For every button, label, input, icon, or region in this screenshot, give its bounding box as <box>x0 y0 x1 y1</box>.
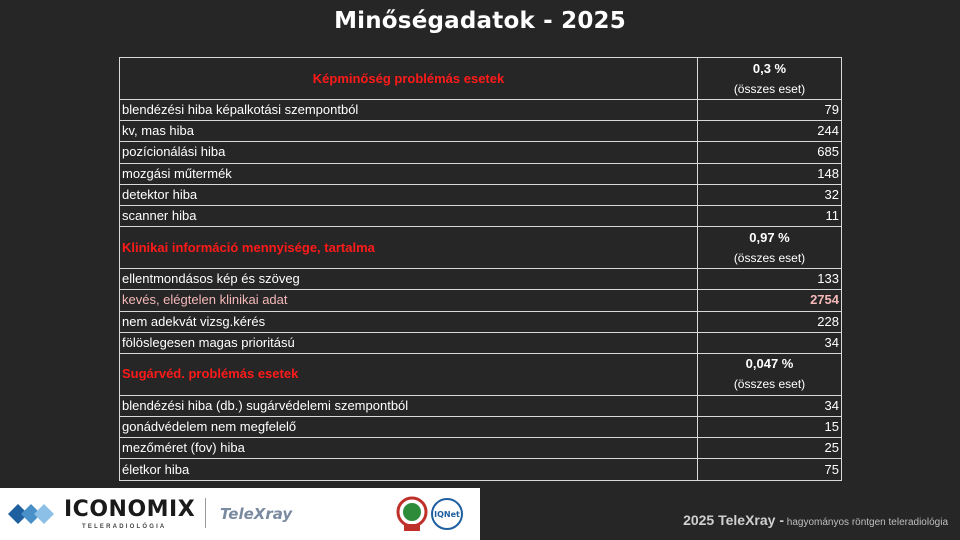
telexray-logo: TeleXray <box>220 505 293 523</box>
table-row <box>120 163 842 184</box>
section-percent: 0,97 % <box>749 229 790 245</box>
brand-subtitle: TELERADIOLÓGIA <box>82 524 167 530</box>
section-header-row <box>120 58 842 100</box>
footer-tagline <box>683 512 948 528</box>
row-label: fölöslegesen magas prioritású <box>120 332 698 353</box>
row-value: 244 <box>698 121 842 142</box>
row-label: életkor hiba <box>120 459 698 480</box>
table-row <box>120 395 842 416</box>
row-label: kv, mas hiba <box>120 121 698 142</box>
section-label: Sugárvéd. problémás esetek <box>120 353 698 395</box>
row-label: blendézési hiba képalkotási szempontból <box>120 100 698 121</box>
row-value: 133 <box>698 269 842 290</box>
row-value: 25 <box>698 438 842 459</box>
table-row <box>120 205 842 226</box>
row-label: mezőméret (fov) hiba <box>120 438 698 459</box>
row-label: pozícionálási hiba <box>120 142 698 163</box>
table-row-highlighted <box>120 290 842 311</box>
iqnet-badge-text: IQNet <box>434 510 460 519</box>
quality-data-table <box>119 57 842 481</box>
table-row <box>120 184 842 205</box>
section-header-row <box>120 353 842 395</box>
row-value: 75 <box>698 459 842 480</box>
certification-badge-icon <box>396 496 428 532</box>
table-row <box>120 438 842 459</box>
row-label: kevés, elégtelen klinikai adat <box>120 290 698 311</box>
page-title: Minőségadatok - 2025 <box>334 8 626 34</box>
table-row <box>120 417 842 438</box>
table-row <box>120 332 842 353</box>
row-label: mozgási műtermék <box>120 163 698 184</box>
section-percent-note: (összes eset) <box>733 250 806 265</box>
footer-tagline-text: hagyományos röntgen teleradiológia <box>784 517 948 528</box>
iqnet-badge-icon <box>430 497 464 531</box>
row-label: blendézési hiba (db.) sugárvédelemi szempontból <box>120 395 698 416</box>
section-percent: 0,047 % <box>745 356 794 372</box>
row-label: nem adekvát vizsg.kérés <box>120 311 698 332</box>
table-row <box>120 269 842 290</box>
section-label: Képminőség problémás esetek <box>120 58 698 100</box>
row-value: 148 <box>698 163 842 184</box>
section-percent-note: (összes eset) <box>733 377 806 392</box>
row-value: 32 <box>698 184 842 205</box>
table-row <box>120 100 842 121</box>
table-row <box>120 121 842 142</box>
section-percent-cell <box>698 227 842 269</box>
row-value: 2754 <box>698 290 842 311</box>
row-value: 11 <box>698 205 842 226</box>
row-label: ellentmondásos kép és szöveg <box>120 269 698 290</box>
brand-name: ICONOMIX <box>64 497 196 522</box>
section-percent-note: (összes eset) <box>733 81 806 96</box>
section-header-row <box>120 227 842 269</box>
row-label: scanner hiba <box>120 205 698 226</box>
row-value: 228 <box>698 311 842 332</box>
row-value: 34 <box>698 332 842 353</box>
logo-divider <box>205 498 206 528</box>
row-label: detektor hiba <box>120 184 698 205</box>
footer-tagline-strong: 2025 TeleXray - <box>683 512 784 528</box>
row-value: 685 <box>698 142 842 163</box>
section-label: Klinikai információ mennyisége, tartalma <box>120 227 698 269</box>
table-row <box>120 142 842 163</box>
row-value: 34 <box>698 395 842 416</box>
footer-logo-bar <box>0 488 480 540</box>
table-row <box>120 459 842 480</box>
row-value: 79 <box>698 100 842 121</box>
table-row <box>120 311 842 332</box>
row-value: 15 <box>698 417 842 438</box>
section-percent: 0,3 % <box>752 60 787 76</box>
row-label: gonádvédelem nem megfelelő <box>120 417 698 438</box>
section-percent-cell <box>698 353 842 395</box>
iconomix-logo-icon <box>6 496 58 532</box>
section-percent-cell <box>698 58 842 100</box>
